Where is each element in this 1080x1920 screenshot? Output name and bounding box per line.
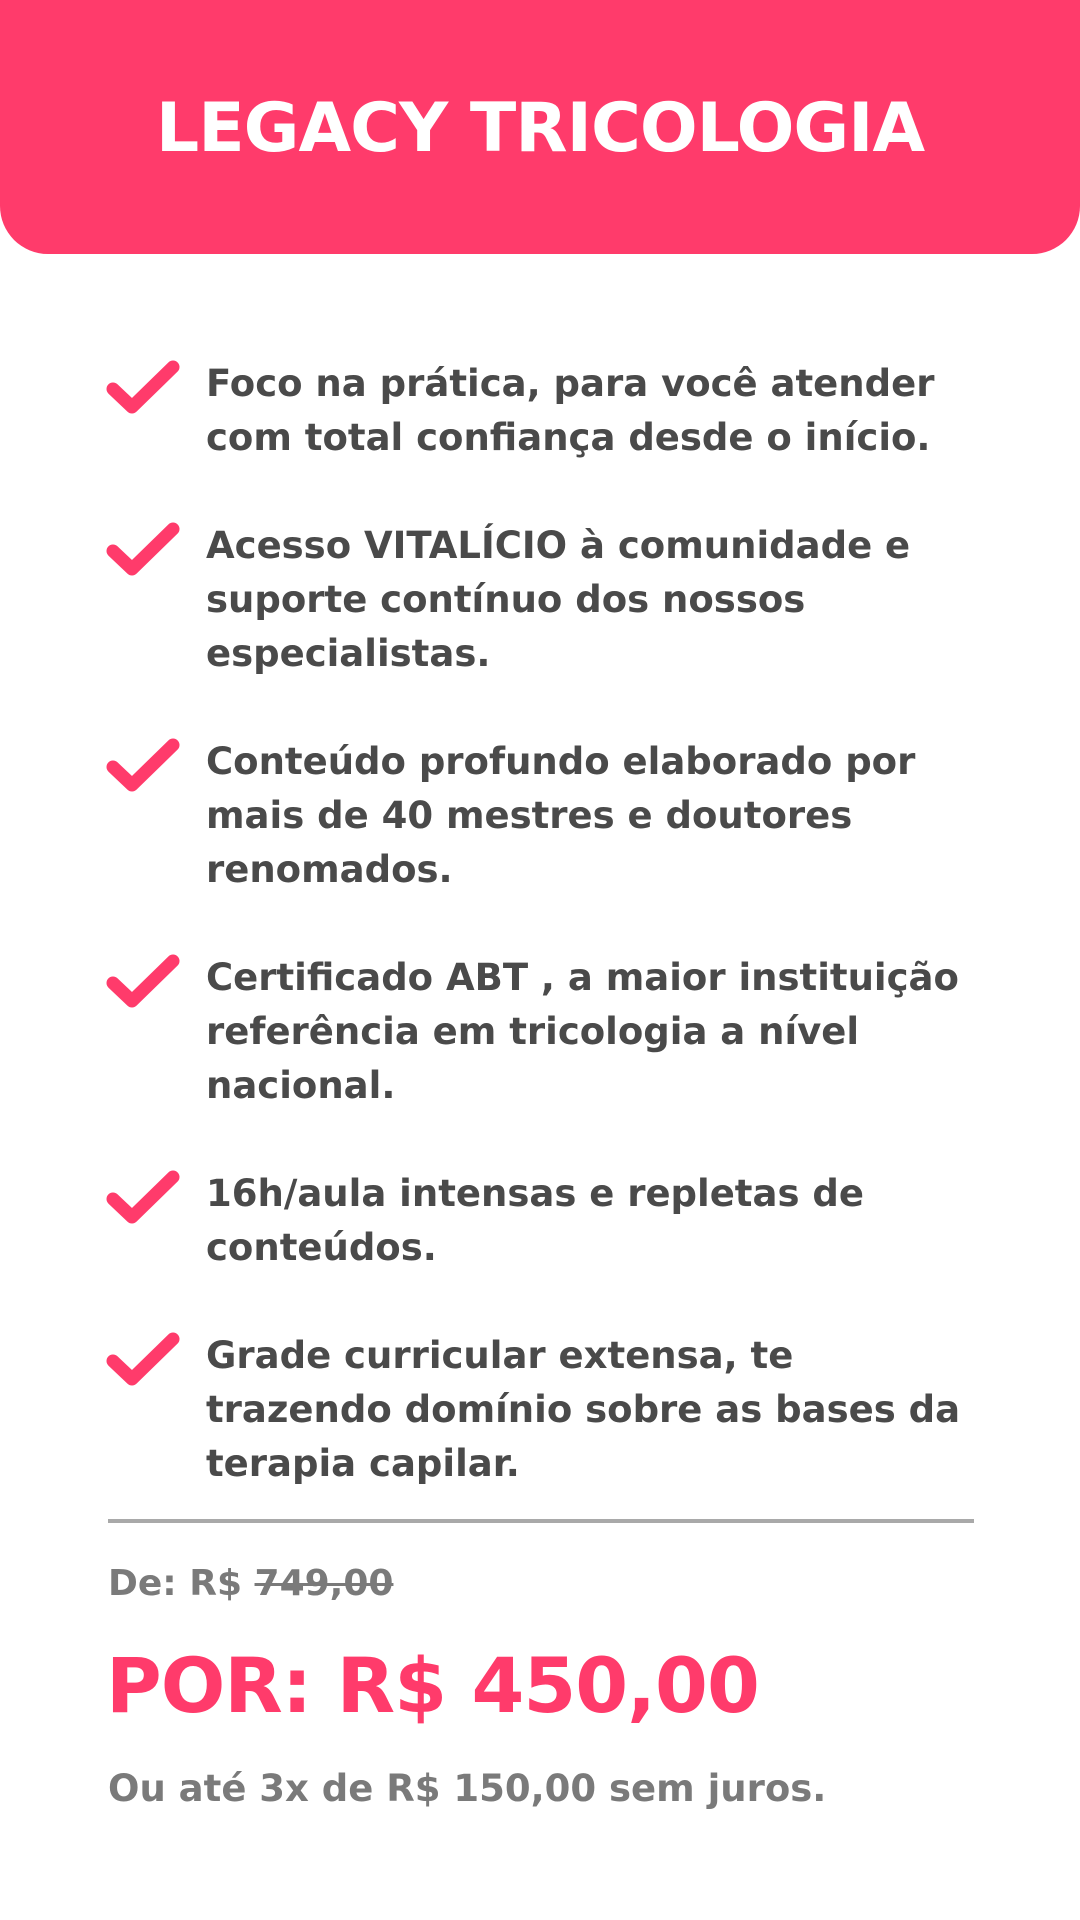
new-price: POR: R$ 450,00 <box>106 1641 759 1730</box>
old-price-value: 749,00 <box>254 1563 394 1604</box>
feature-text: Certificado ABT , a maior instituição referência em tricologia a nível nacional. <box>206 956 959 1107</box>
old-price <box>108 1560 393 1608</box>
feature-item <box>105 735 985 897</box>
feature-text: Conteúdo profundo elaborado por mais de 40 mestres e doutores renomados. <box>206 740 916 891</box>
feature-item <box>105 1167 985 1275</box>
header-banner <box>0 0 1080 254</box>
divider <box>108 1519 974 1523</box>
feature-item <box>105 951 985 1113</box>
check-icon <box>105 737 181 797</box>
feature-text: Grade curricular extensa, te trazendo domínio sobre as bases da terapia capilar. <box>206 1334 961 1485</box>
installments-text: Ou até 3x de R$ 150,00 sem juros. <box>108 1767 827 1810</box>
check-icon <box>105 953 181 1013</box>
feature-text: 16h/aula intensas e repletas de conteúdos. <box>206 1172 864 1269</box>
feature-item <box>105 519 985 681</box>
feature-item <box>105 1329 985 1491</box>
check-icon <box>105 1331 181 1391</box>
feature-text: Acesso VITALÍCIO à comunidade e suporte contínuo dos nossos especialistas. <box>206 524 911 675</box>
feature-text: Foco na prática, para você atender com total confiança desde o início. <box>206 362 935 459</box>
check-icon <box>105 521 181 581</box>
old-price-label: De: R$ <box>108 1563 255 1604</box>
feature-item <box>105 357 985 465</box>
page-title: LEGACY TRICOLOGIA <box>155 88 925 168</box>
check-icon <box>105 359 181 419</box>
check-icon <box>105 1169 181 1229</box>
